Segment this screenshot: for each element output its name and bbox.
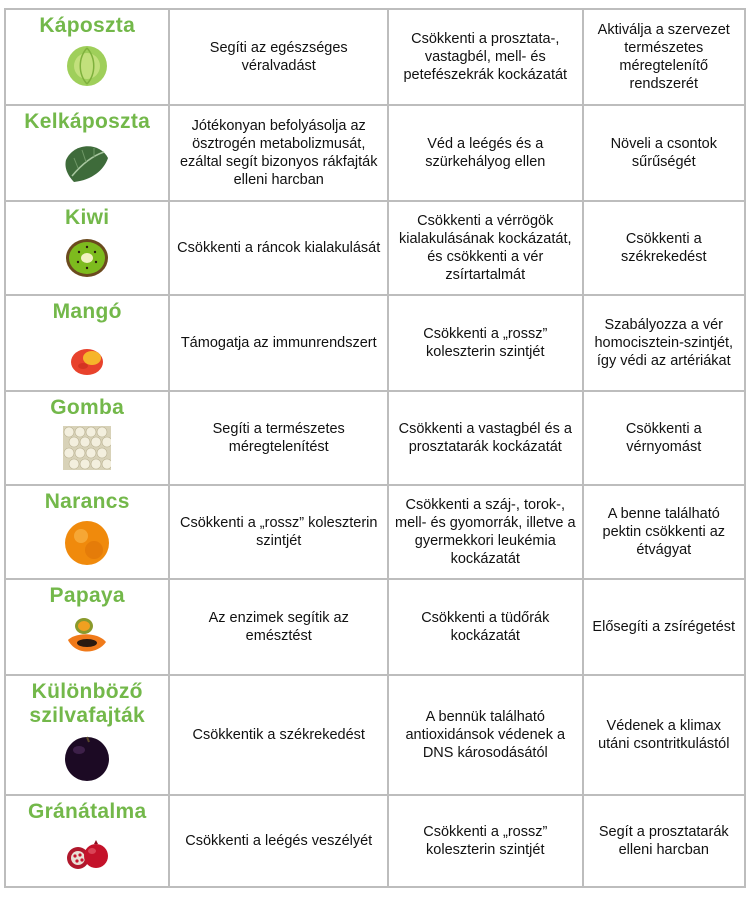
benefit-text: Segíti a természetes méregtelenítést — [212, 421, 345, 455]
benefit-cell — [169, 391, 388, 485]
benefit-text: Védenek a klimax utáni csontritkulástól — [598, 718, 730, 752]
benefit-cell — [169, 675, 388, 795]
table-row — [5, 795, 745, 887]
food-name: Gránátalma — [27, 800, 147, 823]
cabbage-icon — [64, 44, 110, 88]
benefit-text: Csökkenti a ráncok kialakulását — [177, 240, 381, 256]
food-name-cell — [5, 675, 169, 795]
benefit-text: Csökkenti a vérrögök kialakulásának kockázatát, és csökkenti a vér zsírtartalmát — [399, 213, 572, 283]
food-name-cell — [5, 485, 169, 579]
benefit-cell — [583, 795, 745, 887]
benefit-cell — [169, 295, 388, 391]
benefit-cell — [388, 675, 583, 795]
benefit-text: Elősegíti a zsírégetést — [592, 619, 736, 635]
benefit-cell — [169, 201, 388, 295]
benefit-text: Csökkenti a tüdőrák kockázatát — [421, 610, 550, 644]
benefit-cell — [388, 105, 583, 201]
benefit-cell — [388, 201, 583, 295]
benefit-cell — [388, 485, 583, 579]
benefit-text: Csökkenti a „rossz” koleszterin szintjét — [180, 515, 378, 549]
food-name-cell — [5, 795, 169, 887]
food-name: Kelkáposzta — [24, 110, 151, 133]
benefit-text: Segít a prosztatarák elleni harcban — [598, 824, 729, 858]
benefit-text: Csökkenti a leégés veszélyét — [185, 833, 373, 849]
food-name-cell — [5, 9, 169, 105]
food-name-cell — [5, 201, 169, 295]
benefit-cell — [388, 295, 583, 391]
benefit-cell — [388, 795, 583, 887]
benefit-cell — [169, 9, 388, 105]
kiwi-icon — [64, 236, 110, 280]
mushroom-icon — [63, 426, 111, 470]
benefit-text: A benne található pektin csökkenti az étvágyat — [602, 506, 726, 558]
food-name: Káposzta — [39, 14, 136, 37]
benefit-text: Csökkenti a „rossz” koleszterin szintjét — [423, 326, 548, 360]
table-row — [5, 201, 745, 295]
benefit-text: Csökkenti a „rossz” koleszterin szintjét — [423, 824, 548, 858]
benefit-text: Segíti az egészséges véralvadást — [209, 40, 348, 74]
food-name: Mangó — [52, 300, 122, 323]
benefit-text: Aktiválja a szervezet természetes méregtelenítő rendszerét — [597, 22, 730, 92]
food-name: Narancs — [44, 490, 130, 513]
benefit-text: Csökkenti a prosztata-, vastagbél, mell- és petefészekrák kockázatát — [403, 31, 568, 83]
benefit-text: Csökkenti a székrekedést — [621, 231, 707, 265]
orange-icon — [64, 520, 110, 566]
benefit-cell — [388, 391, 583, 485]
benefit-text: Véd a leégés és a szürkehályog ellen — [425, 136, 546, 170]
benefit-text: Csökkenti a száj-, torok-, mell- és gyomorrák, illetve a gyermekkori leukémia kockázatát — [395, 497, 576, 567]
benefit-cell — [583, 485, 745, 579]
benefit-text: Támogatja az immunrendszert — [180, 335, 377, 351]
food-name-cell — [5, 295, 169, 391]
food-name: Gomba — [50, 396, 125, 419]
table-row — [5, 391, 745, 485]
table-row — [5, 9, 745, 105]
benefit-cell — [583, 675, 745, 795]
table-row — [5, 675, 745, 795]
table-row — [5, 105, 745, 201]
benefit-cell — [583, 201, 745, 295]
food-name: Különböző szilvafajták — [29, 680, 146, 727]
kale-icon — [64, 140, 110, 184]
food-name-cell — [5, 105, 169, 201]
food-name: Papaya — [49, 584, 125, 607]
benefit-cell — [388, 579, 583, 675]
benefit-text: A bennük található antioxidánsok védenek a DNS károsodásától — [405, 709, 566, 761]
papaya-icon — [64, 614, 110, 658]
benefit-cell — [388, 9, 583, 105]
benefit-cell — [169, 579, 388, 675]
food-name-cell — [5, 391, 169, 485]
benefit-cell — [169, 485, 388, 579]
table-row — [5, 295, 745, 391]
food-benefits-table — [4, 8, 746, 888]
food-name: Kiwi — [65, 206, 110, 229]
benefit-cell — [583, 9, 745, 105]
food-name-cell — [5, 579, 169, 675]
benefit-cell — [583, 391, 745, 485]
plum-icon — [63, 734, 111, 782]
benefit-text: Növeli a csontok sűrűségét — [610, 136, 717, 170]
benefit-cell — [583, 105, 745, 201]
benefit-text: Csökkenti a vérnyomást — [625, 421, 702, 455]
benefit-cell — [169, 795, 388, 887]
benefit-text: Szabályozza a vér homocisztein-szintjét, így védi az artériákat — [594, 317, 734, 369]
benefit-text: Csökkentik a székrekedést — [192, 727, 365, 743]
table-row — [5, 485, 745, 579]
pomegranate-icon — [63, 834, 111, 874]
benefit-text: Az enzimek segítik az emésztést — [208, 610, 349, 644]
benefit-text: Csökkenti a vastagbél és a prosztatarák kockázatát — [398, 421, 572, 455]
benefit-cell — [583, 295, 745, 391]
table-row — [5, 579, 745, 675]
benefit-cell — [583, 579, 745, 675]
benefit-text: Jótékonyan befolyásolja az ösztrogén metabolizmusát, ezáltal segít bizonyos rákfajták elleni harcban — [179, 118, 378, 188]
benefit-cell — [169, 105, 388, 201]
mango-icon — [64, 338, 110, 382]
